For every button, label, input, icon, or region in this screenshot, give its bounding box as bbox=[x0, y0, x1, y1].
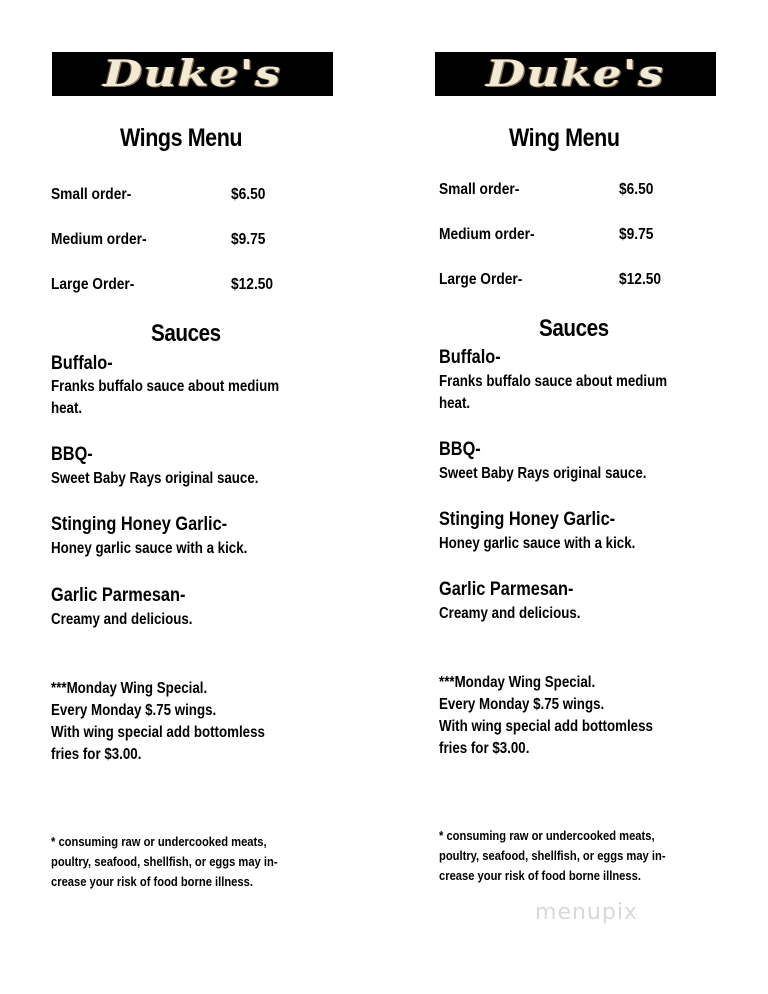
order-name: Small order- bbox=[51, 186, 132, 203]
sauce-description: Franks buffalo sauce about medium heat. bbox=[51, 378, 280, 417]
sauce-name: Garlic Parmesan- bbox=[51, 585, 186, 606]
sauces-title: Sauces bbox=[539, 315, 609, 342]
sauce-name: Stinging Honey Garlic- bbox=[439, 509, 616, 530]
order-name: Medium order- bbox=[439, 226, 535, 243]
sauce-name: Buffalo- bbox=[51, 353, 113, 374]
sauce-name: BBQ- bbox=[51, 444, 93, 465]
sauce-description: Honey garlic sauce with a kick. bbox=[439, 535, 636, 552]
order-name: Medium order- bbox=[51, 231, 147, 248]
sauce-description: Honey garlic sauce with a kick. bbox=[51, 540, 248, 557]
menu-page-left bbox=[0, 0, 330, 994]
order-name: Large Order- bbox=[51, 276, 135, 293]
sauce-name: Garlic Parmesan- bbox=[439, 579, 574, 600]
food-disclaimer: * consuming raw or undercooked meats, poultry, seafood, shellfish, or eggs may in- crease your risk of food borne illness. bbox=[439, 828, 666, 883]
sauce-description: Creamy and delicious. bbox=[439, 605, 581, 622]
order-price: $9.75 bbox=[619, 226, 654, 243]
menu-title: Wings Menu bbox=[120, 124, 243, 152]
sauce-description: Creamy and delicious. bbox=[51, 611, 193, 628]
wing-special: ***Monday Wing Special. Every Monday $.75 wings. With wing special add bottomless fries for $3.00. bbox=[439, 674, 653, 757]
order-price: $6.50 bbox=[619, 181, 654, 198]
dukes-logo: Duke's bbox=[435, 52, 716, 96]
order-price: $9.75 bbox=[231, 231, 266, 248]
sauce-name: BBQ- bbox=[439, 439, 481, 460]
order-price: $12.50 bbox=[231, 276, 274, 293]
food-disclaimer: * consuming raw or undercooked meats, poultry, seafood, shellfish, or eggs may in- crease your risk of food borne illness. bbox=[51, 834, 278, 889]
menupix-watermark: menupix bbox=[535, 900, 638, 925]
sauce-description: Sweet Baby Rays original sauce. bbox=[439, 465, 647, 482]
menu-page-right bbox=[387, 0, 717, 994]
order-price: $6.50 bbox=[231, 186, 266, 203]
order-name: Large Order- bbox=[439, 271, 523, 288]
order-price: $12.50 bbox=[619, 271, 662, 288]
menu-title: Wing Menu bbox=[509, 124, 620, 152]
order-name: Small order- bbox=[439, 181, 520, 198]
sauces-title: Sauces bbox=[151, 320, 221, 347]
dukes-logo: Duke's bbox=[52, 52, 333, 96]
sauce-description: Sweet Baby Rays original sauce. bbox=[51, 470, 259, 487]
sauce-name: Stinging Honey Garlic- bbox=[51, 514, 228, 535]
wing-special: ***Monday Wing Special. Every Monday $.75 wings. With wing special add bottomless fries for $3.00. bbox=[51, 680, 265, 763]
sauce-name: Buffalo- bbox=[439, 347, 501, 368]
sauce-description: Franks buffalo sauce about medium heat. bbox=[439, 373, 668, 412]
